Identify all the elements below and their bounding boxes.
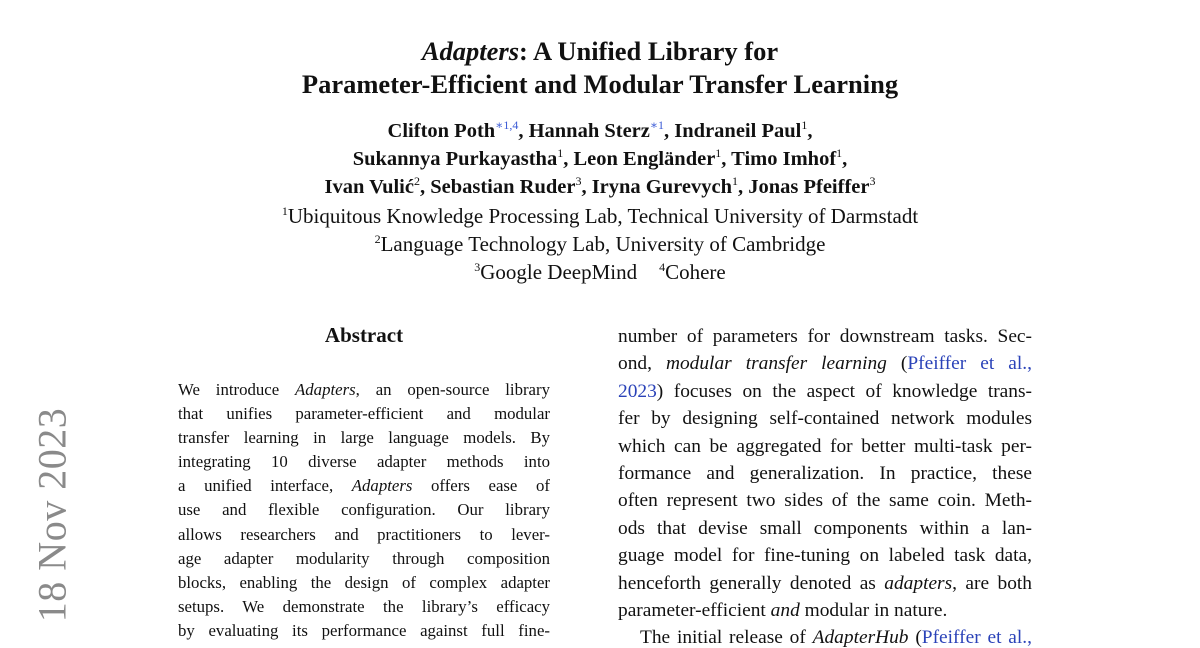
author-affil-mark: 1 bbox=[836, 146, 843, 160]
affiliation-text: Language Technology Lab, University of Cambridge bbox=[380, 232, 826, 256]
title-library-name: Adapters bbox=[421, 36, 520, 66]
author-affil-mark: ∗1,4 bbox=[495, 118, 519, 132]
abstract-line: allows researchers and practitioners to lever- bbox=[178, 524, 550, 544]
abstract-line: integrating 10 diverse adapter methods into bbox=[178, 452, 550, 472]
author-affil-mark: 1 bbox=[801, 118, 808, 132]
author-name: , Jonas Pfeiffer bbox=[737, 176, 870, 198]
title-line-1-rest: : A Unified Library for bbox=[519, 36, 779, 66]
author-name: Sukannya Purkayastha bbox=[352, 148, 558, 170]
affiliation-text: Google DeepMind bbox=[480, 260, 638, 284]
body-line: The initial release of AdapterHub (Pfeiffer et al., bbox=[640, 627, 1032, 648]
abstract-line: that unifies parameter-efficient and modular bbox=[178, 404, 550, 424]
affiliation-mark: 4 bbox=[659, 260, 666, 274]
affiliation-2 bbox=[0, 230, 1200, 258]
body-line: 2023) focuses on the aspect of knowledge trans- bbox=[618, 380, 1032, 402]
abstract-line: use and flexible configuration. Our library bbox=[178, 500, 550, 520]
affiliation-mark: 1 bbox=[281, 204, 288, 218]
author-line-1 bbox=[0, 117, 1200, 145]
abstract-line: by evaluating its performance against full fine- bbox=[178, 620, 550, 640]
arxiv-date-stamp: 18 Nov 2023 bbox=[29, 407, 75, 623]
body-line: fer by designing self-contained network modules bbox=[618, 408, 1032, 430]
body-line: which can be aggregated for better multi-task per- bbox=[618, 435, 1032, 457]
paper-title-line-2: Parameter-Efficient and Modular Transfer Learning bbox=[301, 69, 899, 99]
author-affil-mark: 1 bbox=[731, 174, 738, 188]
author-line-3 bbox=[0, 173, 1200, 201]
paper-title-line-1 bbox=[0, 35, 1200, 67]
author-name: , Hannah Sterz bbox=[518, 120, 650, 142]
abstract-line: We introduce Adapters, an open-source library bbox=[178, 380, 550, 399]
author-name: , Leon Engländer bbox=[563, 148, 716, 170]
abstract-line: setups. We demonstrate the library’s efficacy bbox=[178, 596, 550, 616]
body-line: henceforth generally denoted as adapters, are both bbox=[618, 572, 1032, 594]
library-name-italic: Adapters bbox=[351, 476, 413, 496]
author-separator: , bbox=[807, 120, 813, 142]
author-name: Clifton Poth bbox=[387, 120, 496, 142]
body-line: ond, modular transfer learning (Pfeiffer et al., bbox=[618, 353, 1032, 375]
affiliation-text: Cohere bbox=[665, 260, 726, 284]
author-affil-mark: 1 bbox=[557, 146, 564, 160]
body-line: formance and generalization. In practice, these bbox=[618, 462, 1032, 484]
abstract-body bbox=[178, 378, 550, 643]
abstract-line: a unified interface, Adapters offers ease of bbox=[178, 476, 550, 496]
abstract-line: transfer learning in large language models. By bbox=[178, 428, 550, 448]
affiliation-text: Ubiquitous Knowledge Processing Lab, Technical University of Darmstadt bbox=[287, 204, 919, 228]
affiliation-3-4 bbox=[0, 258, 1200, 286]
introduction-column bbox=[618, 323, 1032, 648]
author-name: , Iryna Gurevych bbox=[581, 176, 732, 198]
abstract-heading: Abstract bbox=[324, 323, 404, 347]
author-affil-mark: 1 bbox=[715, 146, 722, 160]
affiliation-1 bbox=[0, 202, 1200, 230]
body-line: ods that devise small components within a lan- bbox=[618, 517, 1032, 539]
abstract-line: blocks, enabling the design of complex adapter bbox=[178, 572, 550, 592]
author-name: , Indraneil Paul bbox=[664, 120, 802, 142]
body-line: guage model for fine-tuning on labeled task data, bbox=[618, 545, 1032, 567]
affiliation-mark: 3 bbox=[474, 260, 481, 274]
abstract-line: age adapter modularity through composition bbox=[178, 548, 550, 568]
author-line-2 bbox=[0, 145, 1200, 173]
author-name: Ivan Vulić bbox=[324, 176, 414, 198]
citation-link[interactable]: Pfeiffer et al., bbox=[907, 353, 1032, 375]
author-name: , Sebastian Ruder bbox=[419, 176, 576, 198]
author-name: , Timo Imhof bbox=[721, 148, 837, 170]
affiliation-mark: 2 bbox=[374, 232, 381, 246]
author-affil-mark: ∗1 bbox=[649, 118, 665, 132]
author-separator: , bbox=[842, 148, 848, 170]
author-affil-mark: 3 bbox=[869, 174, 876, 188]
body-line: often represent two sides of the same coin. Meth- bbox=[618, 490, 1032, 512]
library-name-italic: Adapters bbox=[295, 380, 356, 399]
citation-link[interactable]: Pfeiffer et al., bbox=[921, 627, 1032, 648]
citation-link[interactable]: 2023 bbox=[618, 380, 657, 402]
body-line: number of parameters for downstream tasks. Sec- bbox=[618, 326, 1032, 347]
body-line: parameter-efficient and modular in nature. bbox=[618, 599, 948, 621]
author-affil-mark: 2 bbox=[413, 174, 420, 188]
author-affil-mark: 3 bbox=[575, 174, 582, 188]
